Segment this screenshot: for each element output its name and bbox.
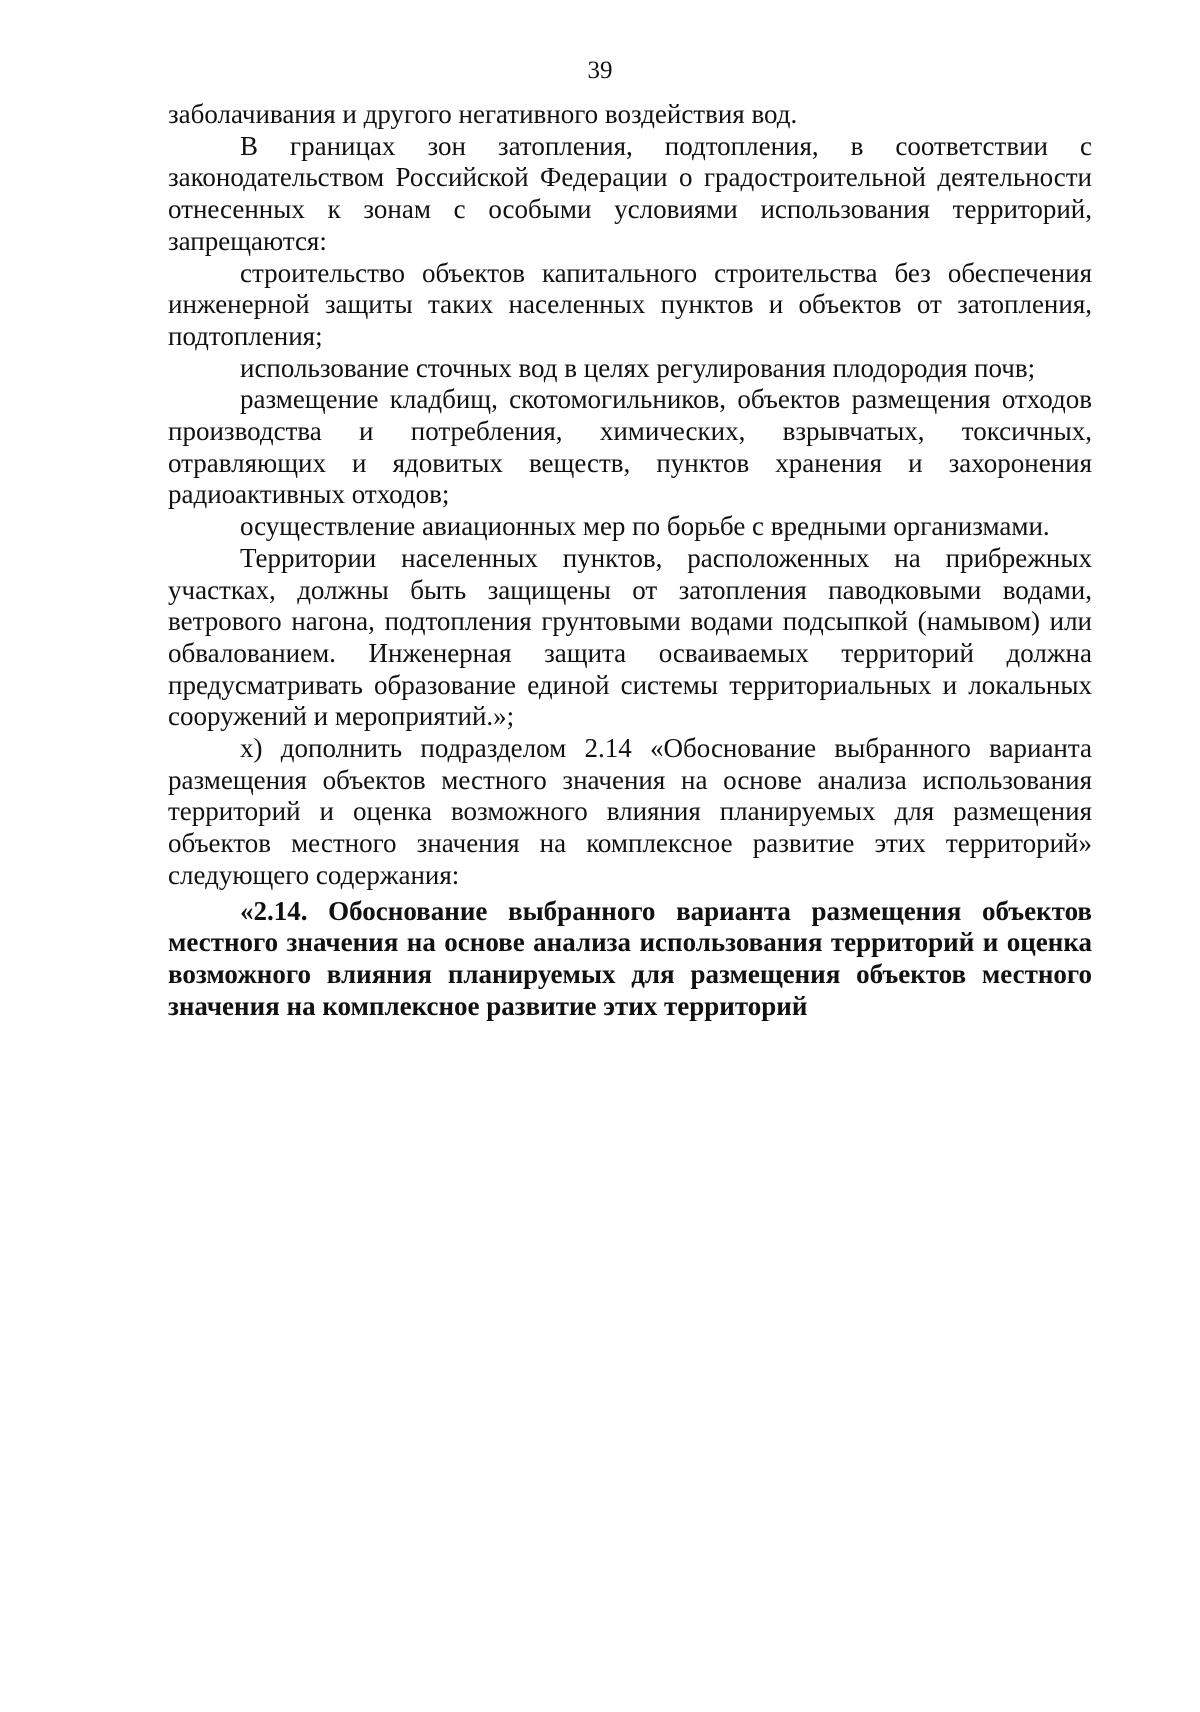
paragraph-2: В границах зон затопления, подтопления, в соответствии с законодательством Российской Федерации о градостроительной деятельности отнесенных к зонам с особыми условиями использования территорий, запрещаются: bbox=[168, 130, 1092, 256]
paragraph-8: х) дополнить подразделом 2.14 «Обоснование выбранного варианта размещения объектов местного значения на основе анализа использования территорий и оценка возможного влияния планируемых для размещения объектов местного значения на комплексное развитие этих территорий» следующего содержания: bbox=[168, 733, 1092, 890]
paragraph-1: заболачивания и другого негативного воздействия вод. bbox=[168, 99, 798, 129]
page-number: 39 bbox=[587, 57, 613, 84]
paragraph-7: Территории населенных пунктов, расположенных на прибрежных участках, должны быть защищены от затопления паводковыми водами, ветрового нагона, подтопления грунтовыми водами подсыпкой (намывом) или обвалованием. Инженерная защита осваиваемых территорий должна предусматривать образование единой системы территориальных и локальных сооружений и мероприятий.»; bbox=[168, 542, 1092, 732]
paragraph-5: размещение кладбищ, скотомогильников, объектов размещения отходов производства и потребления, химических, взрывчатых, токсичных, отравляющих и ядовитых веществ, пунктов хранения и захоронения радиоактивных отходов; bbox=[168, 384, 1092, 510]
paragraph-4: использование сточных вод в целях регулирования плодородия почв; bbox=[240, 352, 1036, 383]
paragraph-3: строительство объектов капитального строительства без обеспечения инженерной защиты таких населенных пунктов и объектов от затопления, подтопления; bbox=[168, 257, 1092, 351]
document-body bbox=[168, 99, 1092, 1022]
paragraph-6: осуществление авиационных мер по борьбе с вредными организмами. bbox=[240, 511, 1050, 542]
section-heading-2-14: «2.14. Обоснование выбранного варианта размещения объектов местного значения на основе анализа использования территорий и оценка возможного влияния планируемых для размещения объектов местного значения на комплексное развитие этих территорий bbox=[168, 895, 1092, 1021]
